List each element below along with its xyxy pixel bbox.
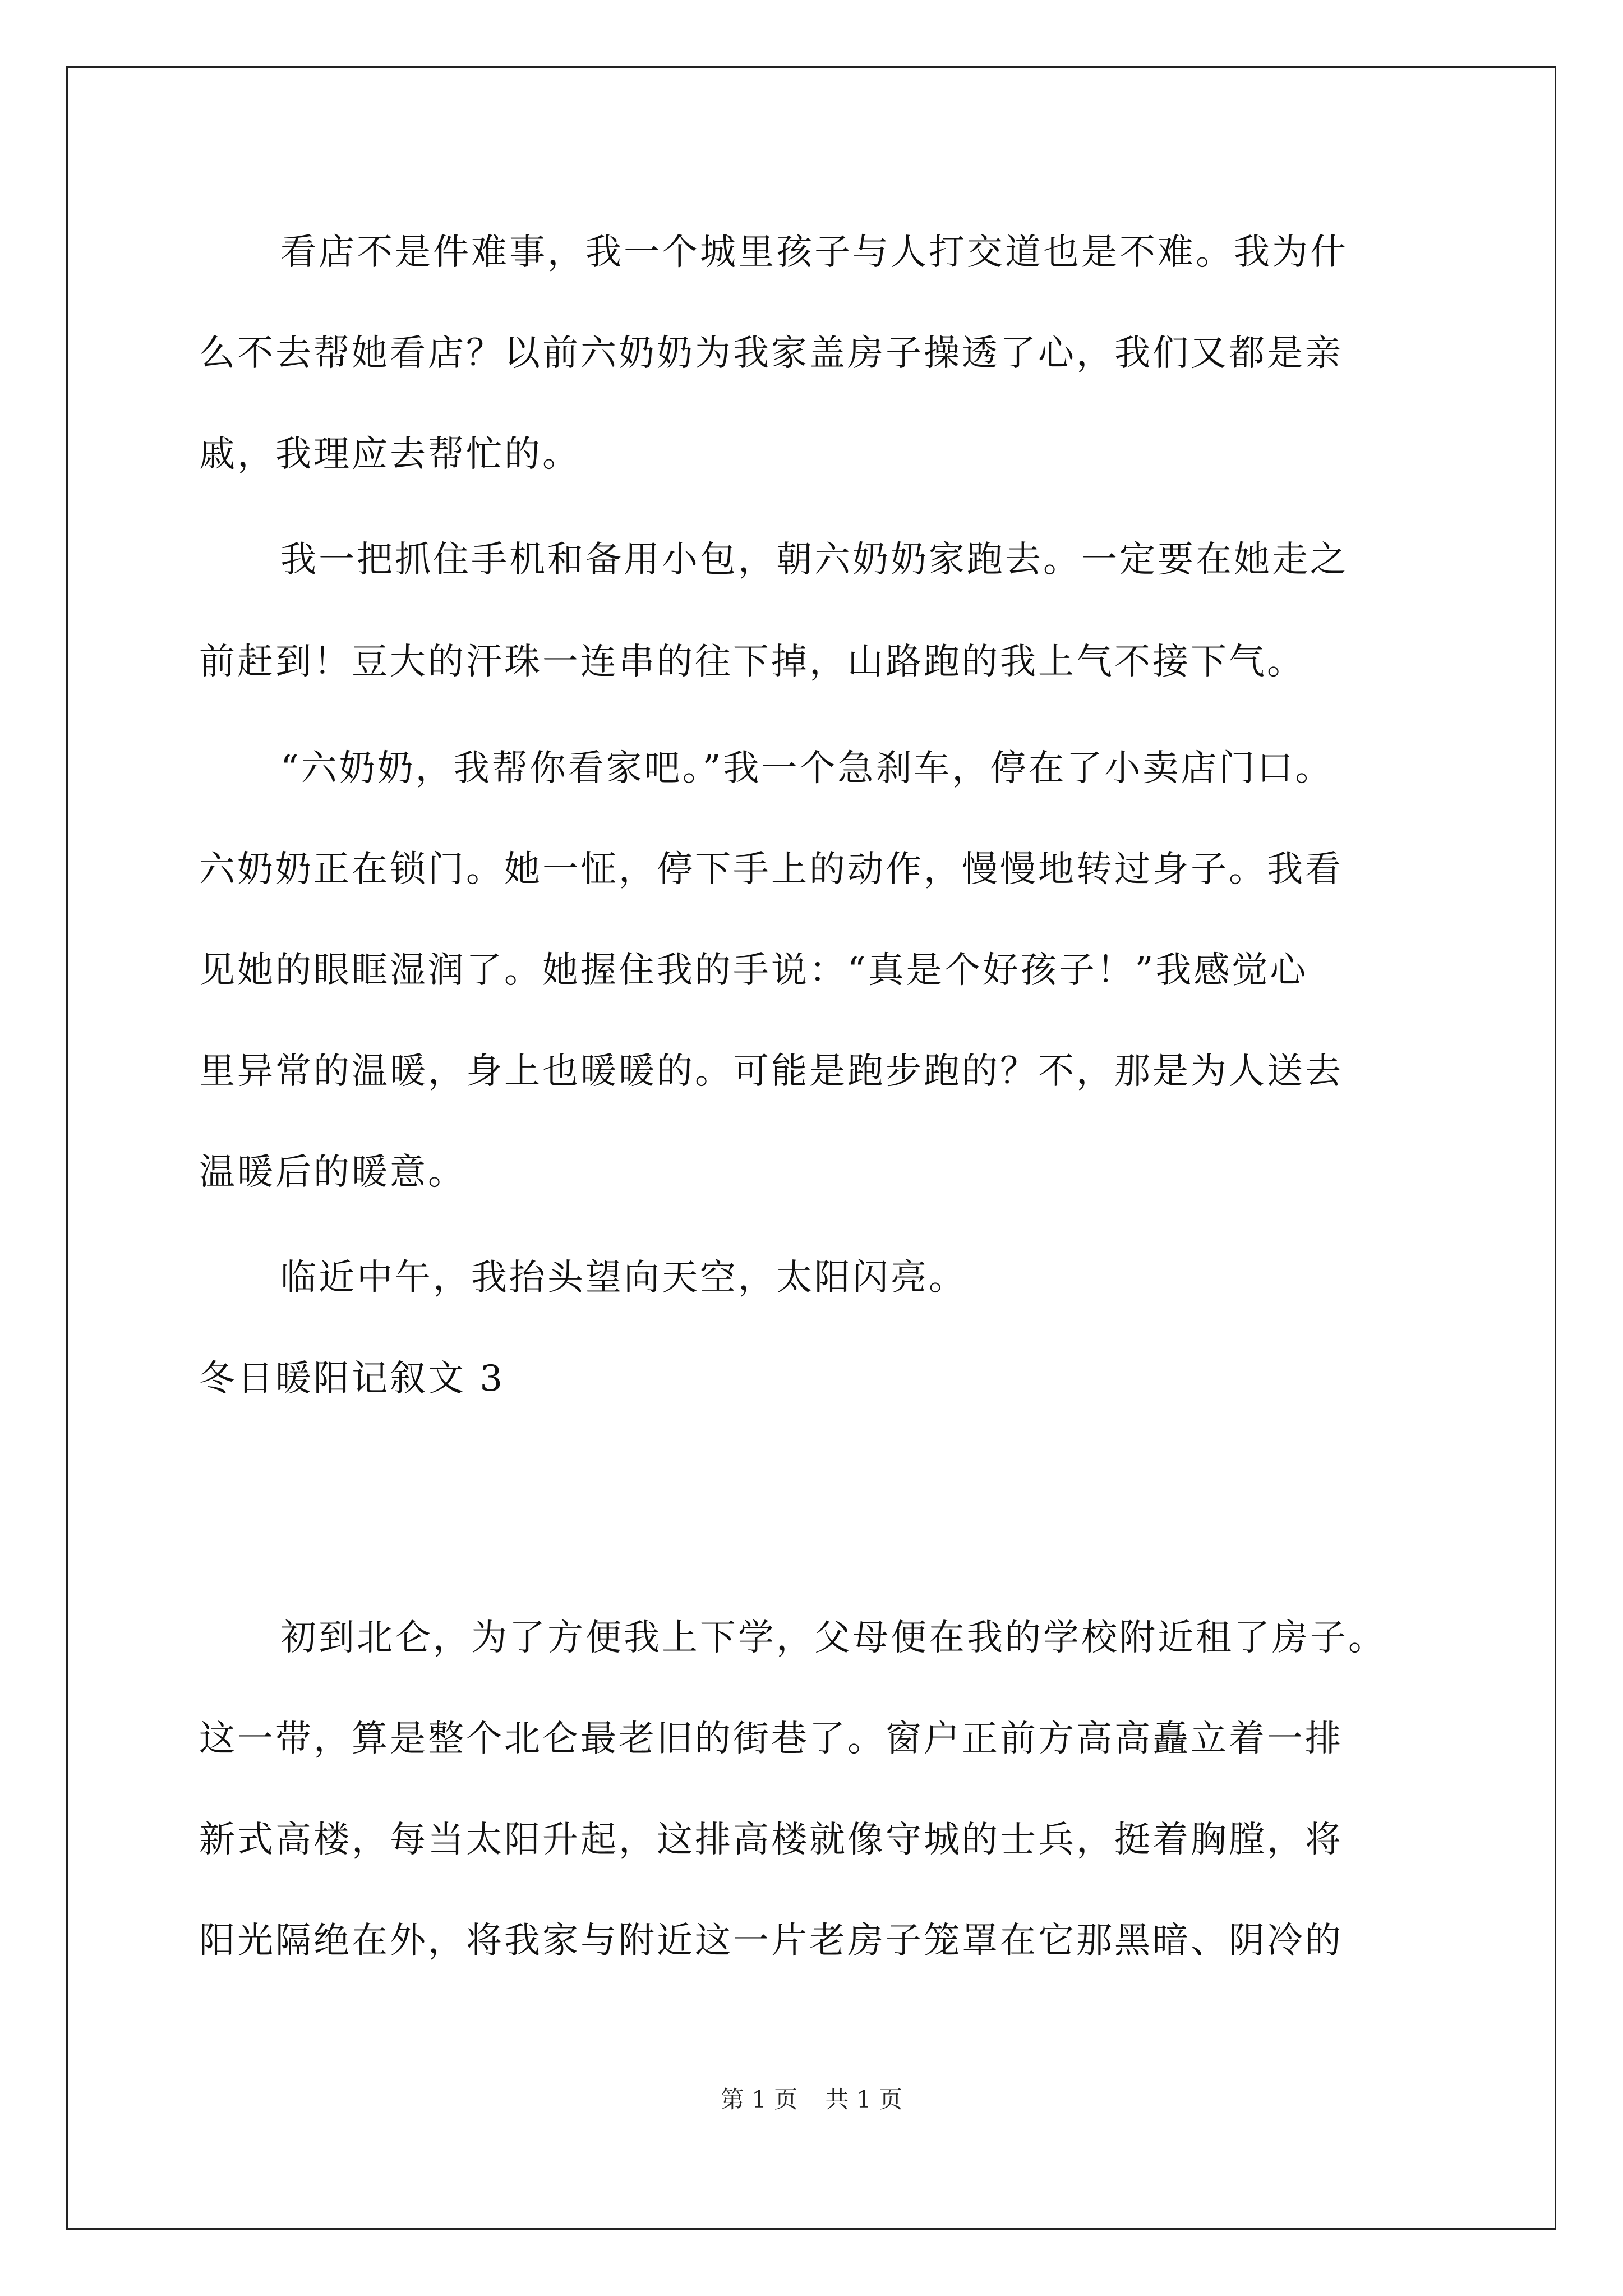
text-line: 初到北仑，为了方便我上下学，父母便在我的学校附近租了房子。: [280, 1617, 1386, 1659]
text-line: 临近中午，我抬头望向天空，太阳闪亮。: [280, 1257, 967, 1299]
text-line: 阳光隔绝在外，将我家与附近这一片老房子笼罩在它那黑暗、阴冷的: [199, 1920, 1343, 1962]
text-line: 见她的眼眶湿润了。她握住我的手说：“真是个好孩子！”我感觉心: [199, 950, 1308, 991]
page-total: 共 1 页: [825, 2086, 903, 2113]
page-footer: [0, 2086, 1623, 2114]
page-number: 第 1 页: [720, 2086, 798, 2113]
page-frame: [66, 66, 1556, 2230]
text-line: 六奶奶正在锁门。她一怔，停下手上的动作，慢慢地转过身子。我看: [199, 849, 1343, 890]
text-line: 温暖后的暖意。: [199, 1152, 466, 1193]
text-line: “六奶奶，我帮你看家吧。”我一个急刹车，停在了小卖店门口。: [280, 748, 1334, 789]
text-line: 看店不是件难事，我一个城里孩子与人打交道也是不难。我为什: [280, 232, 1348, 273]
text-line: 里异常的温暖，身上也暖暖的。可能是跑步跑的？不，那是为人送去: [199, 1051, 1343, 1092]
text-line: 这一带，算是整个北仑最老旧的街巷了。窗户正前方高高矗立着一排: [199, 1718, 1343, 1760]
text-line: 么不去帮她看店？以前六奶奶为我家盖房子操透了心，我们又都是亲: [199, 333, 1343, 374]
text-line: 我一把抓住手机和备用小包，朝六奶奶家跑去。一定要在她走之: [280, 539, 1348, 581]
text-line: 前赶到！豆大的汗珠一连串的往下掉，山路跑的我上气不接下气。: [199, 641, 1305, 683]
section-heading: 冬日暖阳记叙文 3: [199, 1358, 505, 1400]
text-line: 新式高楼，每当太阳升起，这排高楼就像守城的士兵，挺着胸膛，将: [199, 1819, 1343, 1861]
text-line: 戚，我理应去帮忙的。: [199, 434, 580, 475]
